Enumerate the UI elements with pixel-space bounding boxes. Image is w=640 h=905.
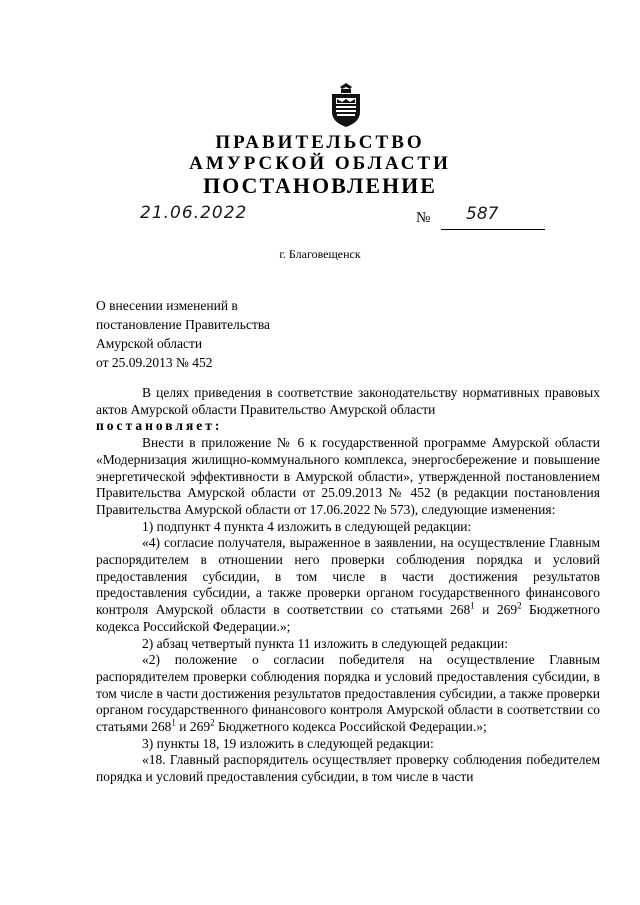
document-subject: [96, 296, 270, 372]
handwritten-number: 587: [466, 204, 499, 224]
government-title: ПРАВИТЕЛЬСТВО: [215, 132, 425, 153]
intro-paragraph: В целях приведения в соответствие законодательству нормативных правовых актов Амурской области Правительство Амурской области: [96, 385, 600, 417]
region-title: АМУРСКОЙ ОБЛАСТИ: [189, 153, 451, 174]
document-body: [96, 385, 600, 786]
city-line: г. Благовещенск: [279, 247, 361, 261]
paragraph: 2) абзац четвертый пункта 11 изложить в следующей редакции:: [142, 635, 508, 651]
handwritten-date: 21.06.2022: [140, 203, 248, 223]
coat-of-arms-emblem: [328, 82, 364, 128]
resolves-word: постановляет:: [96, 418, 223, 434]
paragraph: 3) пункты 18, 19 изложить в следующей редакции:: [142, 735, 434, 751]
subject-line: от 25.09.2013 № 452: [96, 355, 213, 370]
subject-line: постановление Правительства: [96, 317, 271, 332]
document-type: ПОСТАНОВЛЕНИЕ: [203, 173, 437, 198]
paragraph: Внести в приложение № 6 к государственной программе Амурской области «Модернизация жилищно-коммунального комплекса, энергосбережение и повышение энергетической эффективности в Амурской области», утвержденной постановлением Правительства Амурской области от 25.09.2013 № 452 (в редакции постановления Правительства Амурской области от 17.06.2022 № 573), следующие изменения:: [96, 435, 600, 517]
subject-line: О внесении изменений в: [96, 298, 238, 313]
subject-line: Амурской области: [96, 336, 203, 351]
number-underline: [441, 229, 545, 230]
paragraph: «4) согласие получателя, выраженное в заявлении, на осуществление Главным распорядителем в отношении него проверки соблюдения порядка и условий предоставления субсидии, в том числе в части достижения результатов предоставления субсидии, а также проверки органом государственного финансового контроля Амурской области в соответствии со статьями $268^1$ и $269^2$ Бюджетного кодекса Российской Федерации.»;: [96, 535, 600, 634]
paragraph: 1) подпункт 4 пункта 4 изложить в следующей редакции:: [142, 518, 472, 534]
paragraph: «2) положение о согласии победителя на осуществление Главным распорядителем проверки соблюдения порядка и условий предоставления субсидии, в том числе в части достижения результатов предоставления субсидии, а также проверки органом государственного финансового контроля Амурской области в соответствии со статьями $268^1$ и $269^2$ Бюджетного кодекса Российской Федерации.»;: [96, 652, 600, 735]
number-label: №: [416, 210, 431, 226]
paragraph: «18. Главный распорядитель осуществляет проверку соблюдения победителем порядка и условий предоставления субсидии, в том числе в части: [96, 752, 600, 785]
